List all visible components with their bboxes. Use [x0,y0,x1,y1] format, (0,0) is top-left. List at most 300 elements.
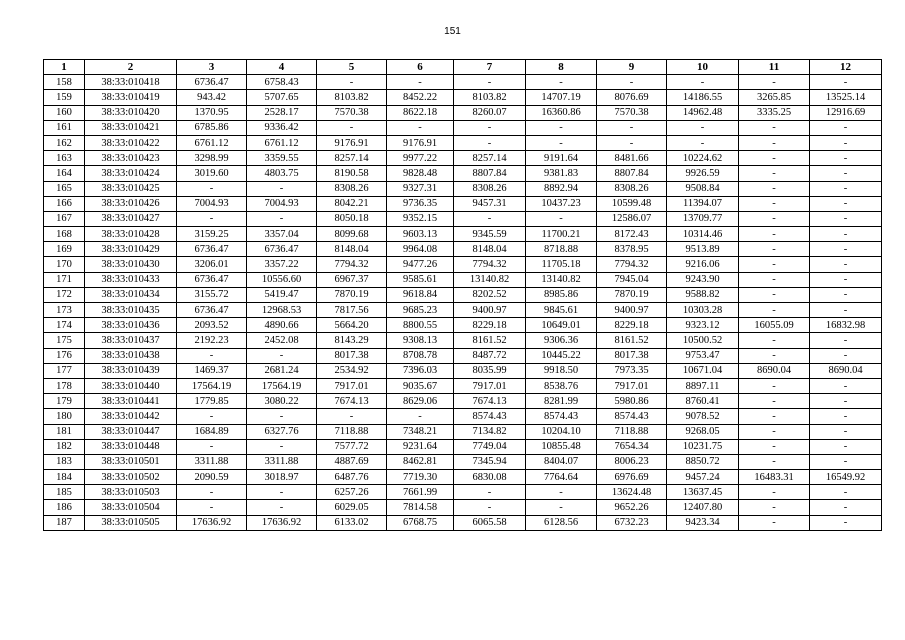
table-cell: 7134.82 [454,424,526,439]
table-cell: 38:33:010435 [85,303,177,318]
table-cell: 7570.38 [317,105,387,120]
table-cell: 8017.38 [317,348,387,363]
table-cell: 175 [44,333,85,348]
table-cell: 38:33:010441 [85,394,177,409]
table-cell: - [739,166,810,181]
table-cell: 3357.22 [247,257,317,272]
table-cell: 164 [44,166,85,181]
table-cell: 7917.01 [597,378,667,393]
table-cell: - [810,272,882,287]
table-cell: 158 [44,75,85,90]
table-cell: 4803.75 [247,166,317,181]
table-cell: 3155.72 [177,287,247,302]
table-cell: - [739,196,810,211]
table-cell: 9457.31 [454,196,526,211]
table-cell: 7570.38 [597,105,667,120]
table-row [44,394,882,409]
table-cell: 6976.69 [597,470,667,485]
table-row [44,454,882,469]
table-cell: 2192.23 [177,333,247,348]
table-cell: 7004.93 [247,196,317,211]
table-cell: 8202.52 [454,287,526,302]
table-cell: 3311.88 [177,454,247,469]
table-row [44,227,882,242]
table-cell: - [247,439,317,454]
table-cell: 9306.36 [526,333,597,348]
table-cell: 9327.31 [387,181,454,196]
table-cell: 9977.22 [387,151,454,166]
table-cell: 38:33:010504 [85,500,177,515]
table-cell: - [810,287,882,302]
table-cell: 169 [44,242,85,257]
table-cell: - [247,181,317,196]
table-cell: 8017.38 [597,348,667,363]
table-cell: 3335.25 [739,105,810,120]
table-cell: 38:33:010502 [85,470,177,485]
table-cell: - [454,500,526,515]
table-cell: - [810,135,882,150]
table-cell: 9381.83 [526,166,597,181]
table-row [44,90,882,105]
table-cell: 167 [44,211,85,226]
column-header: 3 [177,60,247,75]
table-cell: 183 [44,454,85,469]
table-cell: 6761.12 [177,135,247,150]
table-cell: 12586.07 [597,211,667,226]
table-cell: 4890.66 [247,318,317,333]
table-cell: 8404.07 [526,454,597,469]
table-cell: 9508.84 [667,181,739,196]
table-cell: 9603.13 [387,227,454,242]
table-cell: 16360.86 [526,105,597,120]
table-cell: - [387,409,454,424]
table-cell: - [597,135,667,150]
table-cell: - [247,211,317,226]
table-cell: 7396.03 [387,363,454,378]
table-cell: 7118.88 [597,424,667,439]
table-cell: 8257.14 [317,151,387,166]
table-cell: 12407.80 [667,500,739,515]
table-cell: 17564.19 [177,378,247,393]
table-cell: 8708.78 [387,348,454,363]
table-cell: 8481.66 [597,151,667,166]
table-cell: - [739,242,810,257]
table-cell: 8260.07 [454,105,526,120]
table-row [44,166,882,181]
table-cell: 38:33:010437 [85,333,177,348]
table-cell: 9457.24 [667,470,739,485]
table-row [44,303,882,318]
table-cell: - [526,135,597,150]
table-cell: 10224.62 [667,151,739,166]
table-cell: 5707.65 [247,90,317,105]
table-cell: 16832.98 [810,318,882,333]
table-cell: 7674.13 [454,394,526,409]
table-cell: 6327.76 [247,424,317,439]
table-cell: - [810,394,882,409]
table-cell: 8143.29 [317,333,387,348]
table-cell: - [810,333,882,348]
table-cell: 6257.26 [317,485,387,500]
table-cell: 8161.52 [597,333,667,348]
table-cell: 8257.14 [454,151,526,166]
table-cell: 16549.92 [810,470,882,485]
table-cell: 7764.64 [526,470,597,485]
table-cell: 168 [44,227,85,242]
table-cell: 7794.32 [317,257,387,272]
table-cell: 3357.04 [247,227,317,242]
table-cell: 38:33:010423 [85,151,177,166]
table-cell: 13525.14 [810,90,882,105]
table-cell: - [810,75,882,90]
table-row [44,378,882,393]
table-cell: - [810,211,882,226]
table-cell: 10671.04 [667,363,739,378]
table-cell: 38:33:010428 [85,227,177,242]
table-cell: 8042.21 [317,196,387,211]
table-cell: 10445.22 [526,348,597,363]
table-cell: 8099.68 [317,227,387,242]
table-cell: 179 [44,394,85,409]
table-cell: 8229.18 [454,318,526,333]
table-cell: - [810,257,882,272]
table-cell: - [810,348,882,363]
table-cell: 3019.60 [177,166,247,181]
table-cell: 7794.32 [454,257,526,272]
table-cell: - [317,409,387,424]
table-cell: 9926.59 [667,166,739,181]
table-cell: 2534.92 [317,363,387,378]
table-cell: - [739,135,810,150]
table-cell: 9035.67 [387,378,454,393]
table-cell: 9585.61 [387,272,454,287]
table-cell: 163 [44,151,85,166]
table-cell: 166 [44,196,85,211]
table-cell: 8281.99 [526,394,597,409]
column-header: 12 [810,60,882,75]
table-cell: 171 [44,272,85,287]
table-cell: 17636.92 [177,515,247,530]
table-cell: - [454,120,526,135]
table-row [44,181,882,196]
table-cell: 9477.26 [387,257,454,272]
table-cell: 9336.42 [247,120,317,135]
table-row [44,211,882,226]
table-cell: 12916.69 [810,105,882,120]
table-cell: 1469.37 [177,363,247,378]
table-cell: 172 [44,287,85,302]
table-cell: 174 [44,318,85,333]
table-cell: 8807.84 [454,166,526,181]
table-cell: 9736.35 [387,196,454,211]
table-cell: 9652.26 [597,500,667,515]
table-cell: 3159.25 [177,227,247,242]
table-cell: 38:33:010426 [85,196,177,211]
table-cell: 10556.60 [247,272,317,287]
table-cell: 165 [44,181,85,196]
table-cell: 10231.75 [667,439,739,454]
table-cell: 5980.86 [597,394,667,409]
table-cell: 38:33:010503 [85,485,177,500]
table-cell: 8897.11 [667,378,739,393]
column-header: 7 [454,60,526,75]
table-cell: - [526,500,597,515]
table-cell: 38:33:010434 [85,287,177,302]
column-header: 1 [44,60,85,75]
table-row [44,105,882,120]
table-row [44,242,882,257]
table-cell: 8629.06 [387,394,454,409]
table-row [44,272,882,287]
table-cell: - [810,515,882,530]
table-cell: 7870.19 [317,287,387,302]
table-cell: 6732.23 [597,515,667,530]
table-cell: 38:33:010424 [85,166,177,181]
table-row [44,424,882,439]
table-cell: 161 [44,120,85,135]
table-cell: 10649.01 [526,318,597,333]
table-cell: 11700.21 [526,227,597,242]
table-row [44,257,882,272]
table-cell: 9345.59 [454,227,526,242]
table-cell: 8161.52 [454,333,526,348]
table-cell: 7870.19 [597,287,667,302]
table-cell: 8622.18 [387,105,454,120]
table-cell: 7674.13 [317,394,387,409]
table-cell: - [739,378,810,393]
table-row [44,485,882,500]
table-cell: - [739,394,810,409]
table-cell: - [177,485,247,500]
table-cell: 8850.72 [667,454,739,469]
table-cell: 38:33:010436 [85,318,177,333]
table-cell: 13140.82 [454,272,526,287]
table-cell: 10855.48 [526,439,597,454]
table-cell: - [247,500,317,515]
table-cell: 38:33:010442 [85,409,177,424]
table-cell: 8690.04 [810,363,882,378]
table-cell: 38:33:010505 [85,515,177,530]
table-cell: 2528.17 [247,105,317,120]
table-cell: - [810,120,882,135]
table-cell: - [739,227,810,242]
table-cell: 10314.46 [667,227,739,242]
table-cell: 3265.85 [739,90,810,105]
table-cell: - [317,75,387,90]
table-cell: 943.42 [177,90,247,105]
table-cell: 8006.23 [597,454,667,469]
table-cell: 8148.04 [454,242,526,257]
table-cell: 177 [44,363,85,378]
table-row [44,439,882,454]
table-cell: 182 [44,439,85,454]
table-cell: - [387,75,454,90]
column-header: 10 [667,60,739,75]
table-cell: - [810,378,882,393]
table-cell: - [177,500,247,515]
table-cell: 38:33:010448 [85,439,177,454]
table-cell: 184 [44,470,85,485]
table-cell: - [177,409,247,424]
header-row [44,60,882,75]
table-cell: 6736.47 [177,75,247,90]
table-cell: 6758.43 [247,75,317,90]
table-cell: - [739,485,810,500]
table-cell: 8308.26 [317,181,387,196]
table-cell: 173 [44,303,85,318]
table-cell: - [526,120,597,135]
table-cell: 3359.55 [247,151,317,166]
column-header: 8 [526,60,597,75]
table-cell: 38:33:010433 [85,272,177,287]
table-cell: 3018.97 [247,470,317,485]
table-cell: 14707.19 [526,90,597,105]
table-cell: 38:33:010422 [85,135,177,150]
table-cell: 159 [44,90,85,105]
table-cell: 13624.48 [597,485,667,500]
table-cell: 178 [44,378,85,393]
table-cell: 8172.43 [597,227,667,242]
table-cell: - [454,135,526,150]
table-cell: 7654.34 [597,439,667,454]
table-cell: - [177,348,247,363]
table-cell: 6736.47 [177,303,247,318]
table-cell: 8308.26 [454,181,526,196]
table-cell: 38:33:010447 [85,424,177,439]
table-cell: - [177,181,247,196]
table-cell: 9231.64 [387,439,454,454]
table-cell: - [810,439,882,454]
table-cell: 8103.82 [317,90,387,105]
table-cell: 7973.35 [597,363,667,378]
table-cell: 5419.47 [247,287,317,302]
table-cell: 9588.82 [667,287,739,302]
table-row [44,135,882,150]
table-cell: 7945.04 [597,272,667,287]
table-cell: 8076.69 [597,90,667,105]
table-cell: - [739,75,810,90]
table-cell: 9191.64 [526,151,597,166]
table-cell: 9918.50 [526,363,597,378]
table-cell: 38:33:010420 [85,105,177,120]
table-row [44,196,882,211]
table-cell: - [739,454,810,469]
table-cell: - [739,348,810,363]
table-cell: 10599.48 [597,196,667,211]
table-cell: 7917.01 [454,378,526,393]
table-cell: - [247,485,317,500]
table-cell: 7814.58 [387,500,454,515]
table-cell: 9352.15 [387,211,454,226]
table-cell: - [739,151,810,166]
table-cell: - [810,303,882,318]
table-cell: - [810,196,882,211]
column-header: 4 [247,60,317,75]
table-cell: 14962.48 [667,105,739,120]
table-row [44,515,882,530]
table-cell: - [739,287,810,302]
table-cell: 160 [44,105,85,120]
page-number: 151 [444,26,461,37]
table-cell: - [317,120,387,135]
data-table [43,59,882,531]
table-cell: - [739,409,810,424]
table-cell: 7917.01 [317,378,387,393]
table-cell: 8760.41 [667,394,739,409]
table-cell: 7719.30 [387,470,454,485]
table-cell: 170 [44,257,85,272]
table-cell: 38:33:010430 [85,257,177,272]
table-cell: 9268.05 [667,424,739,439]
table-cell: - [597,120,667,135]
table-cell: 9845.61 [526,303,597,318]
table-cell: - [247,409,317,424]
table-cell: 6133.02 [317,515,387,530]
table-cell: - [387,120,454,135]
table-cell: - [247,348,317,363]
table-cell: 176 [44,348,85,363]
table-cell: - [810,227,882,242]
table-cell: 2093.52 [177,318,247,333]
column-header: 2 [85,60,177,75]
table-cell: - [810,151,882,166]
table-cell: 38:33:010438 [85,348,177,363]
table-cell: 8487.72 [454,348,526,363]
table-cell: 38:33:010425 [85,181,177,196]
table-cell: - [454,485,526,500]
table-cell: 8574.43 [526,409,597,424]
table-cell: - [526,485,597,500]
table-cell: 11394.07 [667,196,739,211]
table-cell: 38:33:010419 [85,90,177,105]
table-cell: 7661.99 [387,485,454,500]
table-cell: 3206.01 [177,257,247,272]
table-row [44,75,882,90]
table-cell: 180 [44,409,85,424]
column-header: 11 [739,60,810,75]
table-cell: 38:33:010427 [85,211,177,226]
table-cell: - [810,485,882,500]
column-header: 5 [317,60,387,75]
table-cell: - [739,500,810,515]
table-row [44,409,882,424]
table-row [44,348,882,363]
table-row [44,500,882,515]
table-cell: 10303.28 [667,303,739,318]
table-cell: - [810,242,882,257]
table-row [44,363,882,378]
table-cell: 16483.31 [739,470,810,485]
table-cell: 38:33:010440 [85,378,177,393]
table-cell: - [739,211,810,226]
table-body [44,75,882,531]
table-cell: 4887.69 [317,454,387,469]
table-cell: 2090.59 [177,470,247,485]
table-cell: 6029.05 [317,500,387,515]
table-cell: 9176.91 [387,135,454,150]
table-cell: - [739,439,810,454]
table-cell: 8035.99 [454,363,526,378]
table-cell: 10204.10 [526,424,597,439]
table-cell: 8308.26 [597,181,667,196]
table-cell: 9400.97 [597,303,667,318]
table-cell: 6736.47 [177,272,247,287]
table-cell: - [810,500,882,515]
table-cell: 38:33:010421 [85,120,177,135]
table-cell: - [667,75,739,90]
table-cell: 6830.08 [454,470,526,485]
table-cell: 7118.88 [317,424,387,439]
